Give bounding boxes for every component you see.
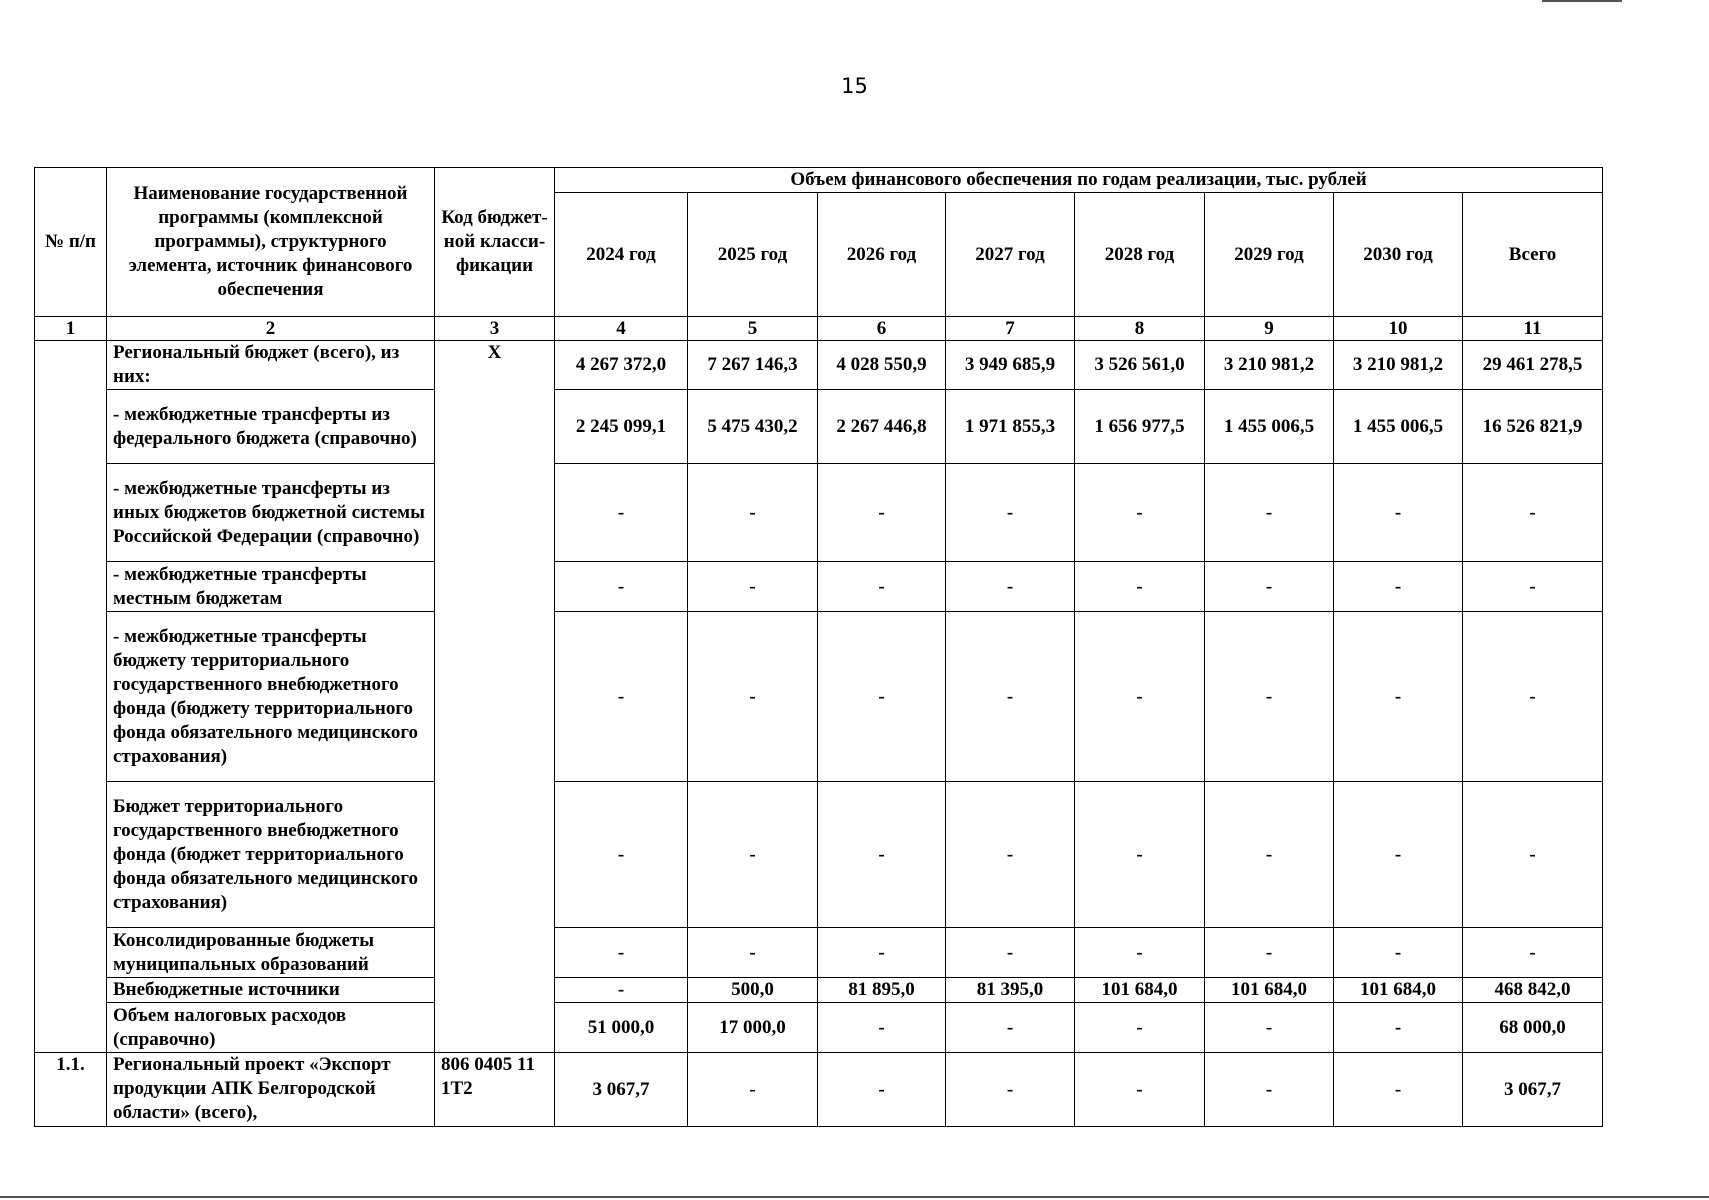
value-cell: - [1463, 464, 1603, 562]
project-row [35, 1053, 1603, 1127]
column-number: 11 [1463, 317, 1603, 341]
value-cell: 16 526 821,9 [1463, 390, 1603, 464]
value-cell: 3 210 981,2 [1334, 341, 1463, 390]
value-cell: 17 000,0 [688, 1003, 818, 1053]
value-cell: 1 656 977,5 [1075, 390, 1205, 464]
value-cell: - [946, 1053, 1075, 1127]
value-cell: 4 028 550,9 [818, 341, 946, 390]
column-number: 9 [1205, 317, 1334, 341]
top-edge-rule [1542, 0, 1622, 2]
row-name: Внебюджетные источники [107, 978, 435, 1003]
column-number: 1 [35, 317, 107, 341]
column-number: 5 [688, 317, 818, 341]
column-number: 10 [1334, 317, 1463, 341]
column-number: 4 [555, 317, 688, 341]
value-cell: - [1334, 464, 1463, 562]
value-cell: 1 455 006,5 [1334, 390, 1463, 464]
header-num: № п/п [35, 168, 107, 317]
value-cell: - [818, 782, 946, 928]
value-cell: 2 267 446,8 [818, 390, 946, 464]
table-row [35, 612, 1603, 782]
header-year-2029: 2029 год [1205, 193, 1334, 317]
value-cell: - [1205, 1053, 1334, 1127]
value-cell: - [1463, 612, 1603, 782]
table-row [35, 1003, 1603, 1053]
value-cell: - [946, 464, 1075, 562]
header-year-2026: 2026 год [818, 193, 946, 317]
table-row [35, 341, 1603, 390]
value-cell: - [946, 1003, 1075, 1053]
value-cell: - [1075, 464, 1205, 562]
value-cell: 2 245 099,1 [555, 390, 688, 464]
value-cell: - [1205, 782, 1334, 928]
value-cell: 500,0 [688, 978, 818, 1003]
value-cell: - [1334, 1053, 1463, 1127]
table-row [35, 928, 1603, 978]
value-cell: 29 461 278,5 [1463, 341, 1603, 390]
value-cell: 81 895,0 [818, 978, 946, 1003]
value-cell: - [1075, 1003, 1205, 1053]
value-cell: - [1205, 1003, 1334, 1053]
row-name: Региональный бюджет (всего), из них: [107, 341, 435, 390]
value-cell: 3 526 561,0 [1075, 341, 1205, 390]
bottom-edge-rule [0, 1196, 1709, 1198]
value-cell: 51 000,0 [555, 1003, 688, 1053]
value-cell: 3 067,7 [1463, 1053, 1603, 1127]
header-group-title: Объем финансового обеспечения по годам реализации, тыс. рублей [555, 168, 1603, 193]
header-year-2030: 2030 год [1334, 193, 1463, 317]
value-cell: - [946, 928, 1075, 978]
column-number: 3 [435, 317, 555, 341]
row-name: - межбюджетные трансферты местным бюджетам [107, 562, 435, 612]
table-row [35, 464, 1603, 562]
value-cell: - [1334, 782, 1463, 928]
row-name: - межбюджетные трансферты из иных бюджетов бюджетной системы Российской Федерации (справочно) [107, 464, 435, 562]
value-cell: - [1334, 1003, 1463, 1053]
header-year-2027: 2027 год [946, 193, 1075, 317]
value-cell: - [1334, 562, 1463, 612]
value-cell: 3 949 685,9 [946, 341, 1075, 390]
value-cell: - [1075, 928, 1205, 978]
value-cell: - [946, 562, 1075, 612]
value-cell: - [1334, 612, 1463, 782]
row-name: Консолидированные бюджеты муниципальных образований [107, 928, 435, 978]
value-cell: - [555, 928, 688, 978]
value-cell: 1 971 855,3 [946, 390, 1075, 464]
value-cell: - [818, 1053, 946, 1127]
column-number: 7 [946, 317, 1075, 341]
value-cell: - [1075, 612, 1205, 782]
row-num-empty [35, 341, 107, 1053]
value-cell: - [818, 928, 946, 978]
value-cell: - [1334, 928, 1463, 978]
row-name: Бюджет территориального государственного внебюджетного фонда (бюджет территориального фонда обязательного медицинского страхования) [107, 782, 435, 928]
value-cell: - [1075, 782, 1205, 928]
column-number: 2 [107, 317, 435, 341]
header-year-2025: 2025 год [688, 193, 818, 317]
value-cell: 81 395,0 [946, 978, 1075, 1003]
project-name: Региональный проект «Экспорт продукции АПК Белгородской области» (всего), [107, 1053, 435, 1127]
value-cell: 468 842,0 [1463, 978, 1603, 1003]
table-row [35, 782, 1603, 928]
value-cell: - [1463, 928, 1603, 978]
project-num: 1.1. [35, 1053, 107, 1127]
value-cell: - [1463, 782, 1603, 928]
value-cell: - [818, 1003, 946, 1053]
value-cell: - [555, 612, 688, 782]
code-x: Х [435, 341, 555, 1053]
column-number: 8 [1075, 317, 1205, 341]
column-number: 6 [818, 317, 946, 341]
column-numbers-row [35, 317, 1603, 341]
value-cell: 101 684,0 [1075, 978, 1205, 1003]
table-row [35, 390, 1603, 464]
value-cell: - [1205, 928, 1334, 978]
header-name: Наименование государственной программы (комплексной программы), структурного элемента, источник финансового обеспечения [107, 168, 435, 317]
value-cell: - [555, 562, 688, 612]
header-code: Код бюджет-ной класси-фикации [435, 168, 555, 317]
value-cell: 101 684,0 [1205, 978, 1334, 1003]
table-row [35, 978, 1603, 1003]
value-cell: - [818, 464, 946, 562]
value-cell: - [688, 1053, 818, 1127]
row-name: - межбюджетные трансферты из федерального бюджета (справочно) [107, 390, 435, 464]
value-cell: 3 210 981,2 [1205, 341, 1334, 390]
page-number: 15 [841, 74, 868, 98]
project-code: 806 0405 11 1Т2 [435, 1053, 555, 1127]
value-cell: - [688, 782, 818, 928]
value-cell: 5 475 430,2 [688, 390, 818, 464]
value-cell: - [688, 928, 818, 978]
value-cell: - [688, 464, 818, 562]
value-cell: 101 684,0 [1334, 978, 1463, 1003]
financing-table [34, 167, 1603, 1127]
header-year-2028: 2028 год [1075, 193, 1205, 317]
value-cell: - [1075, 562, 1205, 612]
value-cell: - [946, 782, 1075, 928]
value-cell: - [555, 782, 688, 928]
value-cell: - [946, 612, 1075, 782]
value-cell: - [1075, 1053, 1205, 1127]
value-cell: 68 000,0 [1463, 1003, 1603, 1053]
value-cell: - [1463, 562, 1603, 612]
value-cell: - [555, 464, 688, 562]
value-cell: - [1205, 562, 1334, 612]
value-cell: - [555, 978, 688, 1003]
value-cell: - [818, 612, 946, 782]
value-cell: - [1205, 464, 1334, 562]
value-cell: 3 067,7 [555, 1053, 688, 1127]
table-row [35, 562, 1603, 612]
value-cell: 4 267 372,0 [555, 341, 688, 390]
value-cell: 7 267 146,3 [688, 341, 818, 390]
value-cell: - [1205, 612, 1334, 782]
value-cell: - [688, 612, 818, 782]
header-total: Всего [1463, 193, 1603, 317]
value-cell: 1 455 006,5 [1205, 390, 1334, 464]
header-year-2024: 2024 год [555, 193, 688, 317]
value-cell: - [818, 562, 946, 612]
row-name: Объем налоговых расходов (справочно) [107, 1003, 435, 1053]
row-name: - межбюджетные трансферты бюджету территориального государственного внебюджетного фонда (бюджету территориального фонда обязательного медицинского страхования) [107, 612, 435, 782]
value-cell: - [688, 562, 818, 612]
